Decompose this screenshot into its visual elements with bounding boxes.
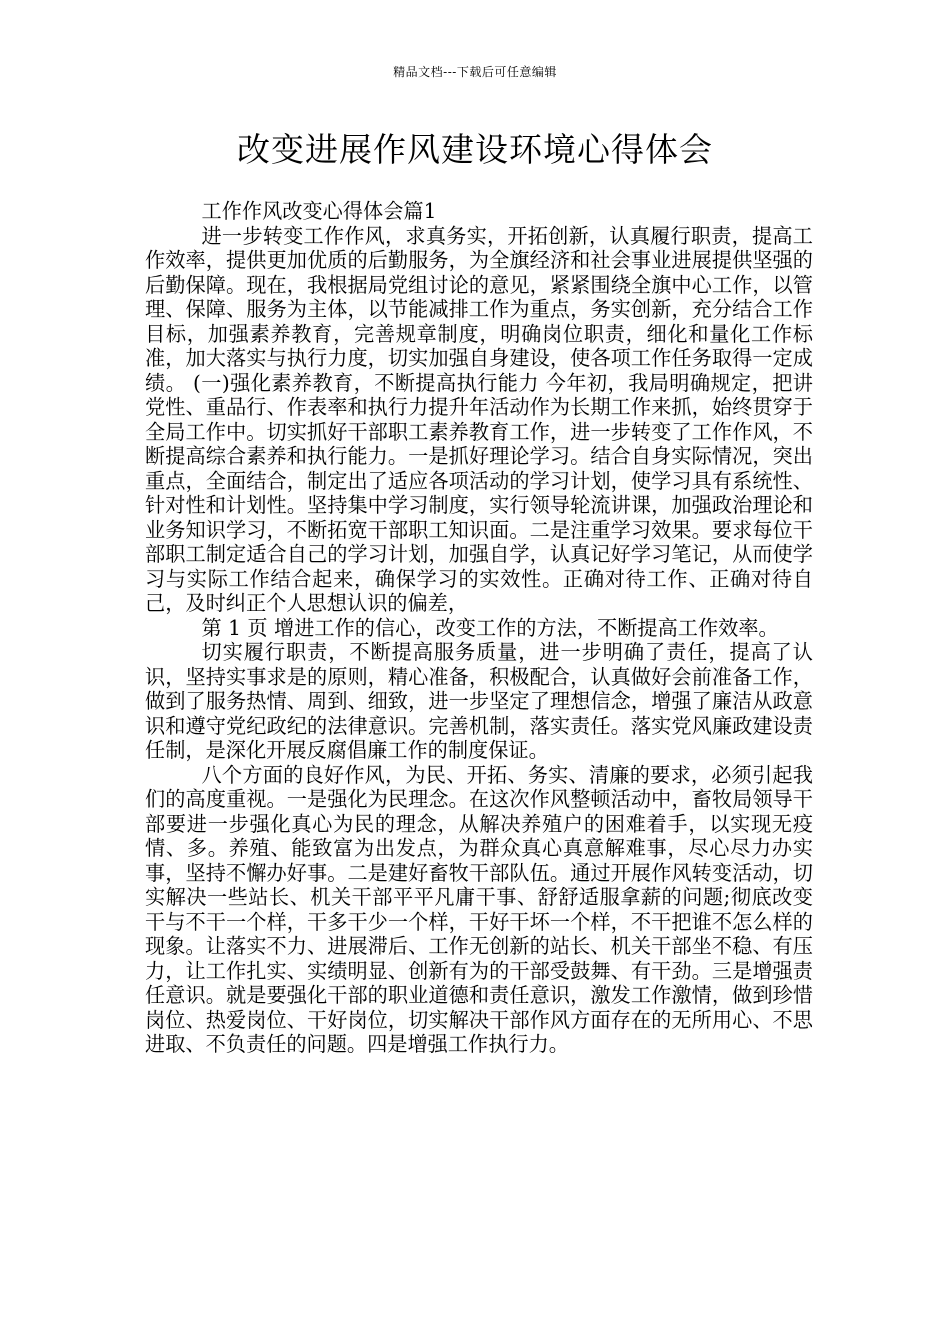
section-heading: 工作作风改变心得体会篇1 — [201, 199, 437, 223]
page-header: 精品文档---下载后可任意编辑 — [393, 65, 557, 79]
body-paragraph: 八个方面的良好作风，为民、开拓、务实、清廉的要求，必须引起我们的高度重视。一是强化为民理念。在这次作风整顿活动中，畜牧局领导干部要进一步强化真心为民的理念，从解决养殖户的困难着手，以实现无疫情、多。养殖、能致富为出发点，为群众真心真意解难事，尽心尽力办实事，坚持不懈办好事。二是建好畜牧干部队伍。通过开展作风转变活动，切实解决一些站长、机关干部平平凡庸干事、舒舒适服拿薪的问题;彻底改变干与不干一个样，干多干少一个样，干好干坏一个样，不干把谁不怎么样的现象。让落实不力、进展滞后、工作无创新的站长、机关干部坐不稳、有压力，让工作扎实、实绩明显、创新有为的干部受鼓舞、有干劲。三是增强责任意识。就是要强化干部的职业道德和责任意识，激发工作激情，做到珍惜岗位、热爱岗位、干好岗位，切实解决干部作风方面存在的无所用心、不思进取、不负责任的问题。四是增强工作执行力。 — [145, 762, 813, 1056]
document-title: 改变进展作风建设环境心得体会 — [237, 130, 713, 169]
document-body — [145, 199, 813, 1057]
body-paragraph: 切实履行职责，不断提高服务质量，进一步明确了责任，提高了认识，坚持实事求是的原则，精心准备，积极配合，认真做好会前准备工作，做到了服务热情、周到、细致，进一步坚定了理想信念，增强了廉洁从政意识和遵守党纪政纪的法律意识。完善机制，落实责任。落实党风廉政建设责任制，是深化开展反腐倡廉工作的制度保证。 — [145, 640, 813, 762]
body-paragraph: 第 1 页 增进工作的信心，改变工作的方法，不断提高工作效率。 — [201, 615, 779, 640]
body-paragraph: 进一步转变工作作风，求真务实，开拓创新，认真履行职责，提高工作效率，提供更加优质的后勤服务，为全旗经济和社会事业进展提供坚强的后勤保障。现在，我根据局党组讨论的意见，紧紧围绕全旗中心工作，以管理、保障、服务为主体，以节能减排工作为重点，务实创新，充分结合工作目标，加强素养教育，完善规章制度，明确岗位职责，细化和量化工作标准，加大落实与执行力度，切实加强自身建设，使各项工作任务取得一定成绩。 (一)强化素养教育，不断提高执行能力 今年初，我局明确规定，把讲党性、重品行、作表率和执行力提升年活动作为长期工作来抓，始终贯穿于全局工作中。切实抓好干部职工素养教育工作，进一步转变了工作作风，不断提高综合素养和执行能力。一是抓好理论学习。结合自身实际情况，突出重点，全面结合，制定出了适应各项活动的学习计划，使学习具有系统性、针对性和计划性。坚持集中学习制度，实行领导轮流讲课，加强政治理论和业务知识学习，不断拓宽干部职工知识面。二是注重学习效果。要求每位干部职工制定适合自己的学习计划，加强自学，认真记好学习笔记，从而使学习与实际工作结合起来，确保学习的实效性。正确对待工作、正确对待自己，及时纠正个人思想认识的偏差， — [145, 223, 813, 615]
